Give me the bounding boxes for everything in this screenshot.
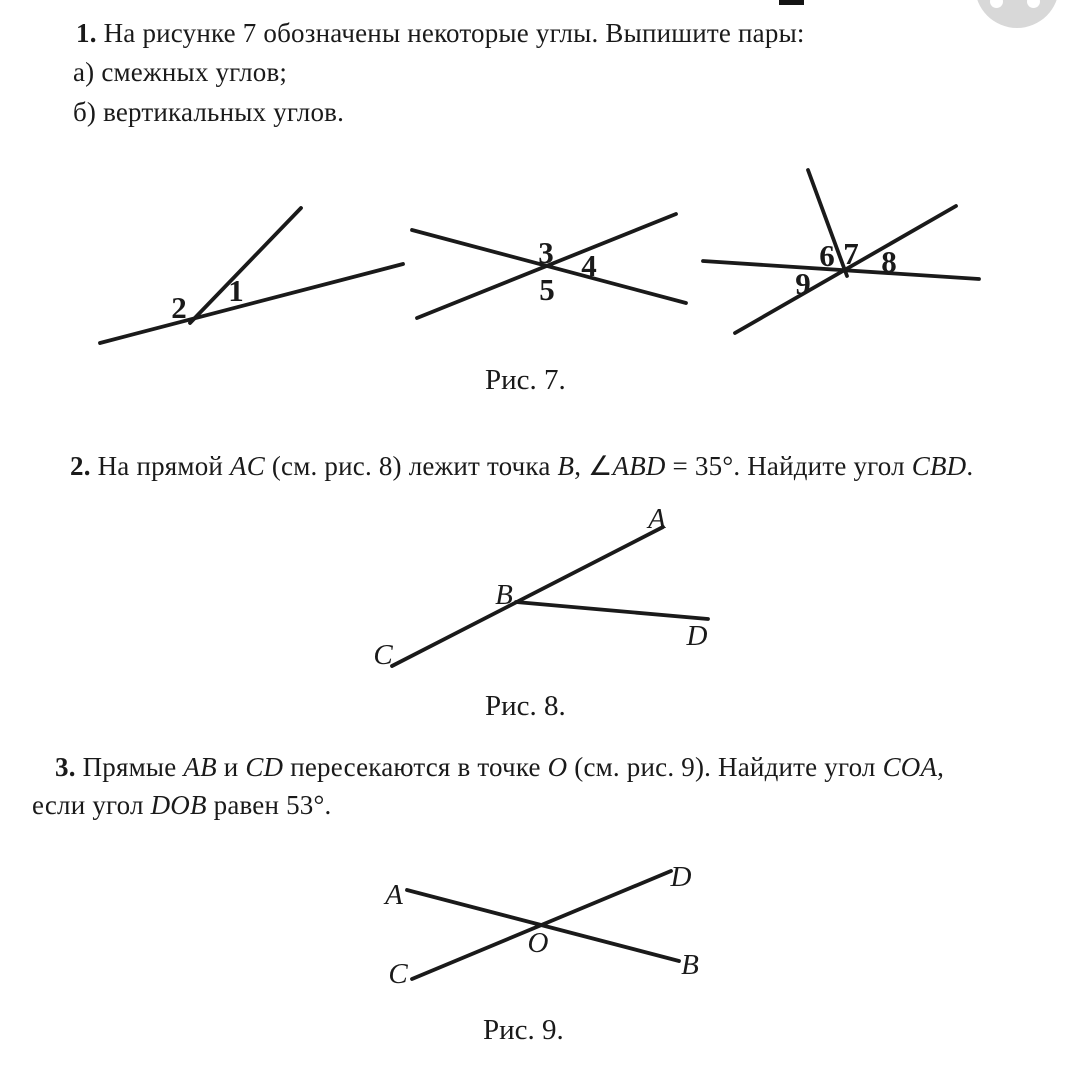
- figure9-caption: Рис. 9.: [483, 1014, 564, 1046]
- problem2-text: = 35°. Найдите угол: [665, 451, 912, 481]
- problem3-statement-line1: [55, 751, 944, 783]
- math-O: O: [547, 752, 568, 782]
- figure8-drawing: [355, 495, 730, 680]
- math-CD: CD: [245, 752, 284, 782]
- angle-label-3: 3: [538, 235, 554, 270]
- point-label-O: O: [527, 927, 549, 959]
- angle-symbol: , ∠: [574, 451, 613, 481]
- problem1-number: 1.: [76, 18, 97, 48]
- problem1-item-a: а) смежных углов;: [73, 57, 288, 87]
- angle-label-6: 6: [819, 238, 835, 273]
- page-crop-mark: [779, 0, 804, 5]
- figure7-caption: Рис. 7.: [485, 364, 566, 396]
- problem1-statement: [76, 17, 805, 49]
- avatar-dot: [990, 0, 1003, 8]
- figure8-caption: Рис. 8.: [485, 690, 566, 722]
- math-CBD: CBD: [911, 451, 967, 481]
- point-label-B: B: [681, 949, 699, 981]
- point-label-A: A: [385, 879, 403, 911]
- problem3-number: 3.: [55, 752, 76, 782]
- problem3-text: (см. рис. 9). Найдите угол: [567, 752, 883, 782]
- problem1-item-b: б) вертикальных углов.: [73, 97, 345, 127]
- problem3-text: если угол: [32, 790, 151, 820]
- line-CD: [412, 871, 671, 979]
- point-label-B: B: [495, 579, 513, 611]
- angle-label-1: 1: [228, 273, 244, 308]
- math-AC: AC: [230, 451, 265, 481]
- problem3-text: и: [216, 752, 246, 782]
- figure7-drawing: [80, 150, 990, 365]
- problem3-text: равен 53°.: [206, 790, 332, 820]
- angle-label-5: 5: [539, 272, 555, 307]
- point-label-A: A: [648, 503, 666, 535]
- angle-label-7: 7: [843, 236, 859, 271]
- problem2-number: 2.: [70, 451, 91, 481]
- problem3-text: пересекаются в точке: [283, 752, 548, 782]
- problem2-text: (см. рис. 8) лежит точка: [264, 451, 558, 481]
- problem2-text: На прямой: [90, 451, 230, 481]
- figure9-drawing: [368, 852, 718, 997]
- angle-label-8: 8: [881, 244, 897, 279]
- problem3-text: Прямые: [75, 752, 184, 782]
- partial-avatar-circle[interactable]: [975, 0, 1059, 28]
- problem1-text: На рисунке 7 обозначены некоторые углы. Выпишите пары:: [96, 18, 805, 48]
- point-label-C: C: [388, 958, 408, 990]
- problem2-statement: [70, 450, 973, 482]
- problem3-text: ,: [937, 752, 945, 782]
- math-DOB: DOB: [150, 790, 207, 820]
- ray-BD: [516, 602, 708, 619]
- line-CA: [392, 527, 663, 666]
- math-B: B: [557, 451, 575, 481]
- angle-label-2: 2: [171, 290, 187, 325]
- line-segment: [100, 264, 403, 343]
- point-label-C: C: [373, 639, 393, 671]
- math-COA: COA: [882, 752, 938, 782]
- avatar-dot: [1027, 0, 1040, 8]
- problem3-statement-line2: [32, 789, 331, 821]
- point-label-D: D: [686, 620, 708, 652]
- problem2-text: .: [966, 451, 974, 481]
- angle-label-4: 4: [581, 248, 597, 283]
- angle-label-9: 9: [795, 266, 811, 301]
- math-ABD: ABD: [612, 451, 666, 481]
- math-AB: AB: [183, 752, 217, 782]
- point-label-D: D: [670, 861, 692, 893]
